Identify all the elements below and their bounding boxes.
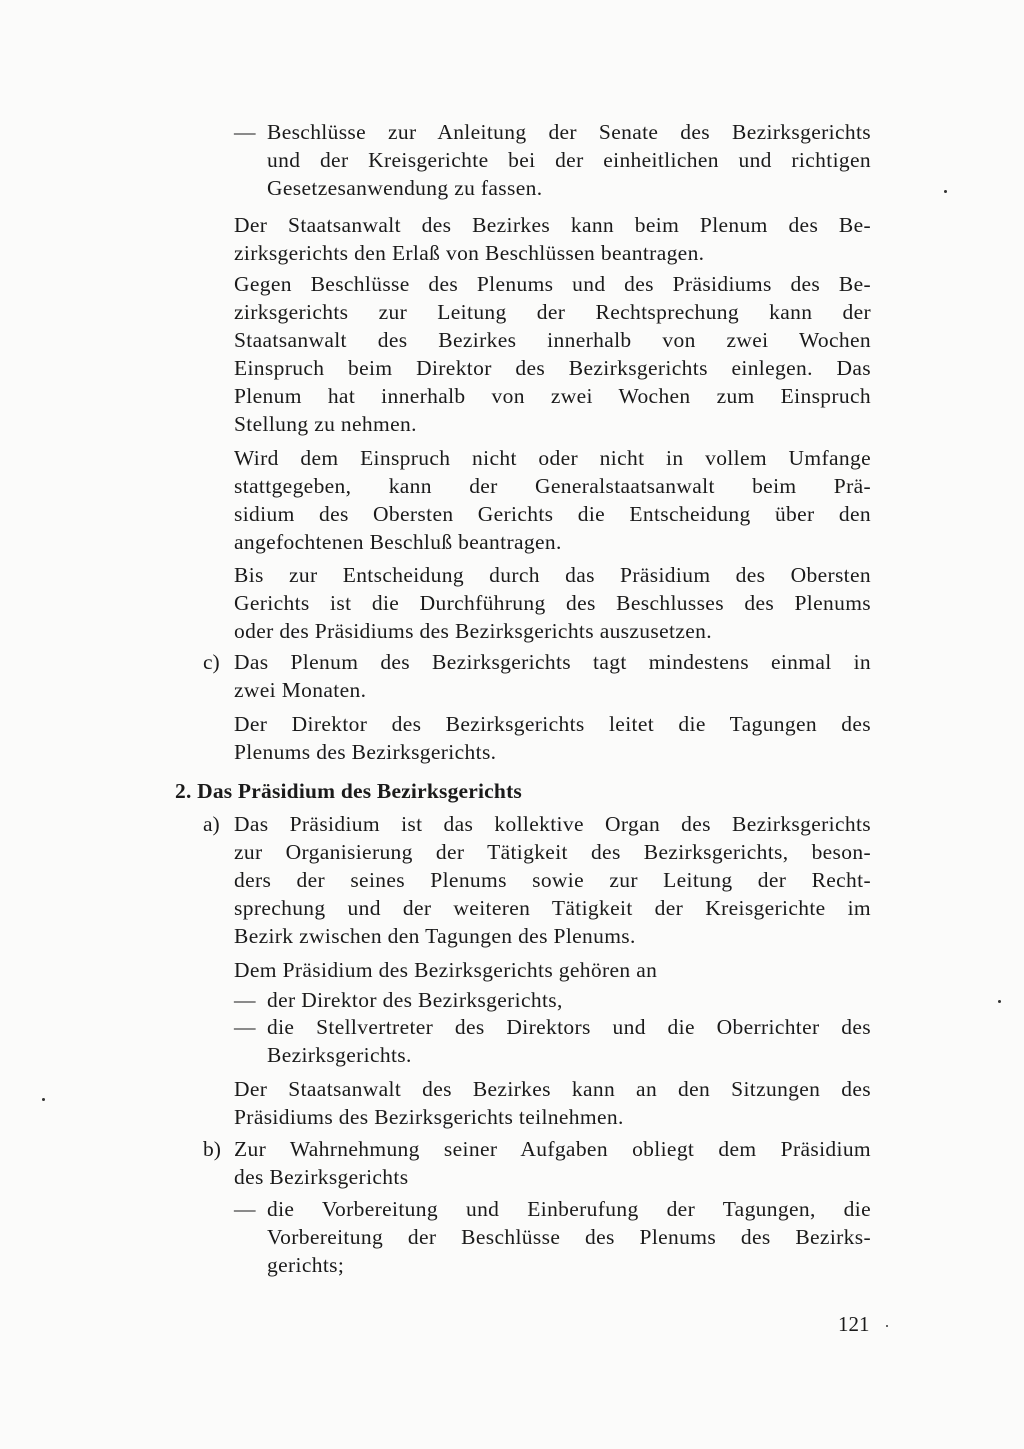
text-line: Vorbereitung der Beschlüsse des Plenums des Bezirks-	[267, 1225, 871, 1249]
list-marker: a)	[203, 812, 220, 836]
text-line: Beschlüsse zur Anleitung der Senate des Bezirksgerichts	[267, 120, 871, 144]
dash-marker: —	[234, 1197, 256, 1221]
text-line: zirksgerichts zur Leitung der Rechtsprechung kann der	[234, 300, 871, 324]
text-line: Das Plenum des Bezirksgerichts tagt mindestens einmal in	[234, 650, 871, 674]
text-line: zirksgerichts den Erlaß von Beschlüssen beantragen.	[234, 241, 705, 265]
text-line: Plenums des Bezirksgerichts.	[234, 740, 497, 764]
dash-marker: —	[234, 988, 256, 1012]
text-line: Stellung zu nehmen.	[234, 412, 417, 436]
text-line: Gerichts ist die Durchführung des Beschlusses des Plenums	[234, 591, 871, 615]
page-number: 121	[838, 1312, 870, 1336]
list-marker: b)	[203, 1137, 221, 1161]
text-line: stattgegeben, kann der Generalstaatsanwalt beim Prä-	[234, 474, 871, 498]
text-line: die Stellvertreter des Direktors und die Oberrichter des	[267, 1015, 871, 1039]
text-line: Bezirk zwischen den Tagungen des Plenums.	[234, 924, 636, 948]
text-line: Bis zur Entscheidung durch das Präsidium des Obersten	[234, 563, 871, 587]
scan-speck	[944, 190, 947, 193]
text-line: Plenum hat innerhalb von zwei Wochen zum Einspruch	[234, 384, 871, 408]
text-line: zur Organisierung der Tätigkeit des Bezirksgerichts, beson-	[234, 840, 871, 864]
text-line: die Vorbereitung und Einberufung der Tagungen, die	[267, 1197, 871, 1221]
text-line: Der Staatsanwalt des Bezirkes kann an den Sitzungen des	[234, 1077, 871, 1101]
text-line: gerichts;	[267, 1253, 345, 1277]
text-line: Der Direktor des Bezirksgerichts leitet die Tagungen des	[234, 712, 871, 736]
text-line: sprechung und der weiteren Tätigkeit der Kreisgerichte im	[234, 896, 871, 920]
text-line: der Direktor des Bezirksgerichts,	[267, 988, 563, 1012]
text-line: Dem Präsidium des Bezirksgerichts gehören an	[234, 958, 658, 982]
text-line: Bezirksgerichts.	[267, 1043, 412, 1067]
section-heading: 2. Das Präsidium des Bezirksgerichts	[175, 779, 523, 803]
text-line: und der Kreisgerichte bei der einheitlichen und richtigen	[267, 148, 871, 172]
text-line: Der Staatsanwalt des Bezirkes kann beim Plenum des Be-	[234, 213, 871, 237]
text-line: Das Präsidium ist das kollektive Organ des Bezirksgerichts	[234, 812, 871, 836]
text-line: Präsidiums des Bezirksgerichts teilnehmen.	[234, 1105, 624, 1129]
dash-marker: —	[234, 1015, 256, 1039]
text-line: Gegen Beschlüsse des Plenums und des Präsidiums des Be-	[234, 272, 871, 296]
text-line: sidium des Obersten Gerichts die Entscheidung über den	[234, 502, 871, 526]
text-line: Einspruch beim Direktor des Bezirksgerichts einlegen. Das	[234, 356, 871, 380]
text-line: ders der seines Plenums sowie zur Leitung der Recht-	[234, 868, 871, 892]
text-line: oder des Präsidiums des Bezirksgerichts auszusetzen.	[234, 619, 712, 643]
text-line: des Bezirksgerichts	[234, 1165, 409, 1189]
text-line: angefochtenen Beschluß beantragen.	[234, 530, 562, 554]
scan-speck	[886, 1325, 888, 1327]
text-line: Zur Wahrnehmung seiner Aufgaben obliegt dem Präsidium	[234, 1137, 871, 1161]
scan-speck	[42, 1098, 45, 1101]
list-marker: c)	[203, 650, 220, 674]
text-line: Wird dem Einspruch nicht oder nicht in vollem Umfange	[234, 446, 871, 470]
dash-marker: —	[234, 120, 256, 144]
text-line: Staatsanwalt des Bezirkes innerhalb von zwei Wochen	[234, 328, 871, 352]
scan-speck	[998, 1000, 1001, 1003]
text-line: zwei Monaten.	[234, 678, 367, 702]
text-line: Gesetzesanwendung zu fassen.	[267, 176, 543, 200]
